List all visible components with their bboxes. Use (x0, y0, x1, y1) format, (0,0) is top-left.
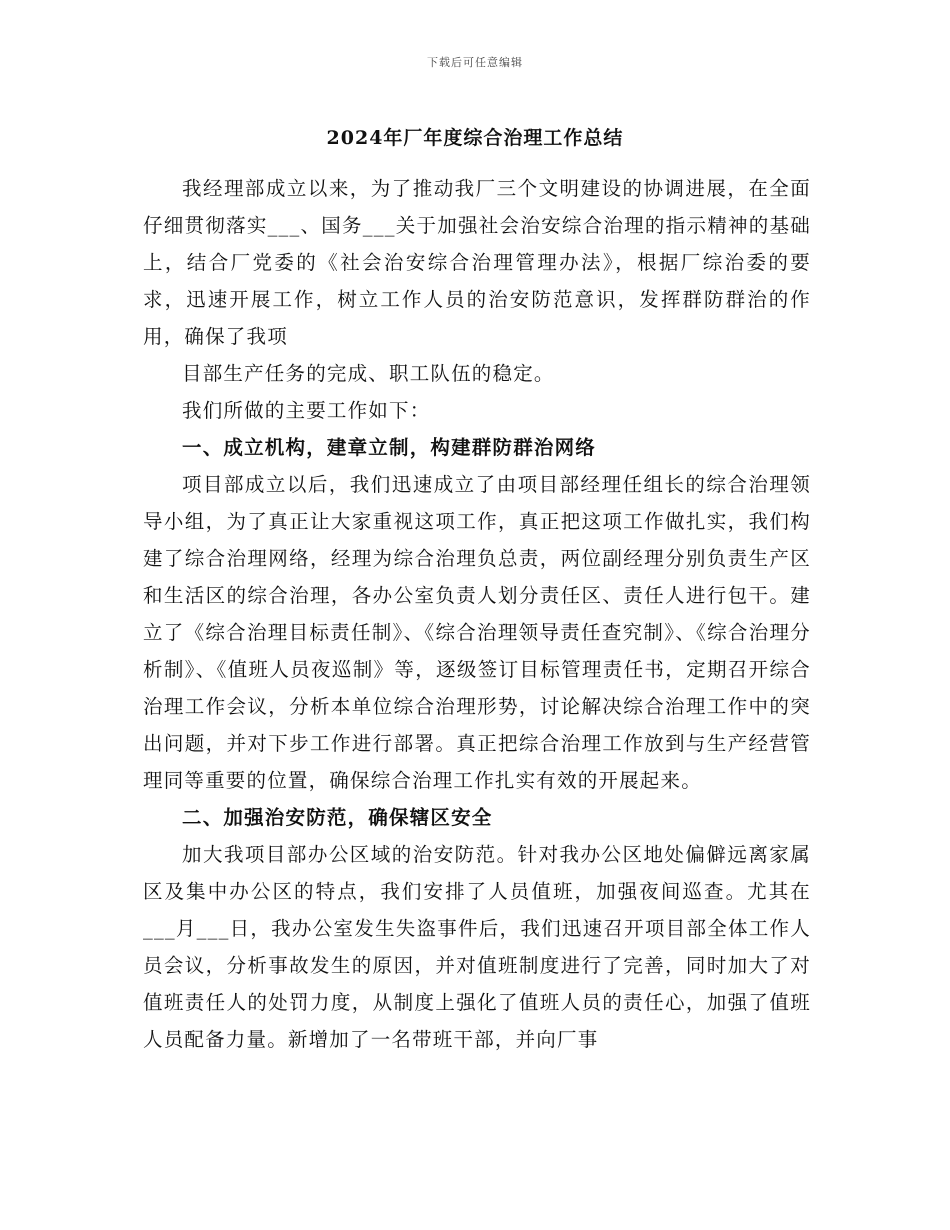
page-header-note: 下载后可任意编辑 (427, 56, 523, 69)
intro-paragraph: 我经理部成立以来，为了推动我厂三个文明建设的协调进展，在全面仔细贯彻落实___、国务___关于加强社会治安综合治理的指示精神的基础上，结合厂党委的《社会治安综合治理管理办法》，根据厂综治委的要求，迅速开展工作，树立工作人员的治安防范意识，发挥群防群治的作用，确保了我项 (143, 177, 811, 348)
section-heading-1: 一、成立机构，建章立制，构建群防群治网络 (182, 436, 597, 459)
section-1-paragraph: 项目部成立以后，我们迅速成立了由项目部经理任组长的综合治理领导小组，为了真正让大家重视这项工作，真正把这项工作做扎实，我们构建了综合治理网络，经理为综合治理负总责，两位副经理分别负责生产区和生活区的综合治理，各办公室负责人划分责任区、责任人进行包干。建立了《综合治理目标责任制》、《综合治理领导责任查究制》、《综合治理分析制》、《值班人员夜巡制》等，逐级签订目标管理责任书，定期召开综合治理工作会议，分析本单位综合治理形势，讨论解决综合治理工作中的突出问题，并对下步工作进行部署。真正把综合治理工作放到与生产经营管理同等重要的位置，确保综合治理工作扎实有效的开展起来。 (143, 473, 811, 792)
work-summary-lead: 我们所做的主要工作如下： (182, 399, 431, 422)
document-title: 2024年厂年度综合治理工作总结 (326, 127, 624, 149)
section-2-paragraph: 加大我项目部办公区域的治安防范。针对我办公区地处偏僻远离家属区及集中办公区的特点，我们安排了人员值班，加强夜间巡查。尤其在___月___日，我办公室发生失盗事件后，我们迅速召开项目部全体工作人员会议，分析事故发生的原因，并对值班制度进行了完善，同时加大了对值班责任人的处罚力度，从制度上强化了值班人员的责任心，加强了值班人员配备力量。新增加了一名带班干部，并向厂事 (143, 843, 811, 1051)
intro-paragraph-continued: 目部生产任务的完成、职工队伍的稳定。 (182, 362, 555, 385)
section-heading-2: 二、加强治安防范，确保辖区安全 (182, 806, 493, 829)
document-body (143, 170, 811, 1058)
